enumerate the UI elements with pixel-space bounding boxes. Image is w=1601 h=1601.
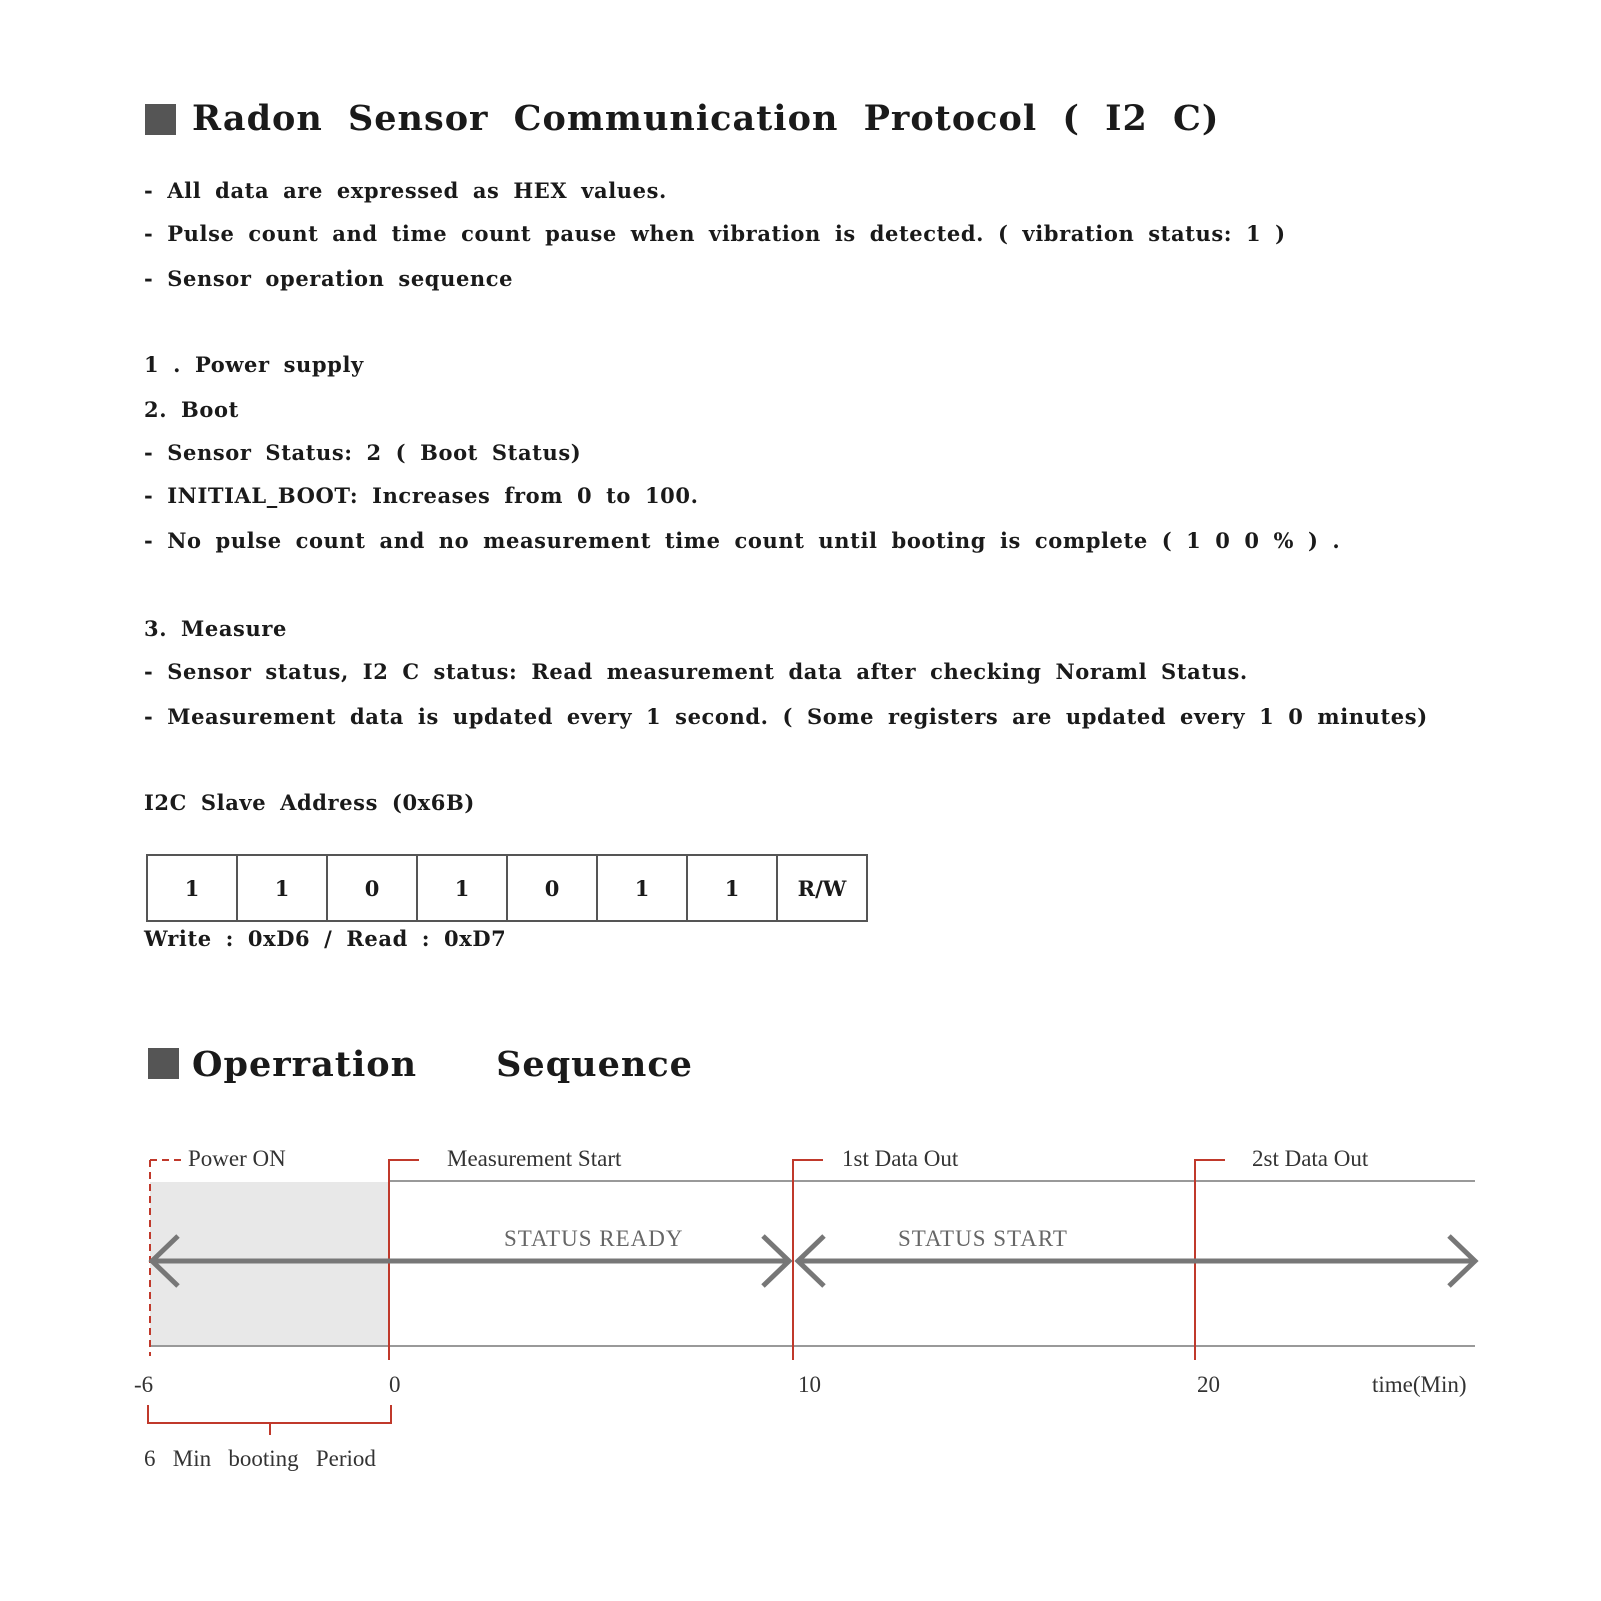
- tick-label: 20: [1197, 1372, 1220, 1397]
- sequence-title: Operration Sequence: [192, 1044, 693, 1085]
- slave-address-bit-table: [146, 854, 868, 922]
- step-measure: 3. Measure: [144, 616, 287, 641]
- status-ready-label: STATUS READY: [504, 1226, 684, 1251]
- address-bit-cell: 1: [688, 856, 778, 920]
- protocol-line: - Sensor operation sequence: [144, 266, 514, 291]
- rw-bit-cell: R/W: [797, 875, 847, 901]
- address-bit-cell: 1: [238, 856, 328, 920]
- address-bit-cell: 1: [598, 856, 688, 920]
- booting-shade: [150, 1182, 389, 1346]
- measurement-start-label: Measurement Start: [447, 1146, 622, 1171]
- section-bullet-square: [148, 1048, 179, 1079]
- protocol-line: - INITIAL_BOOT: Increases from 0 to 100.: [144, 483, 699, 508]
- boot-period-bracket: [148, 1405, 391, 1423]
- step-boot: 2. Boot: [144, 397, 239, 422]
- address-bit-cell: 1: [148, 856, 238, 920]
- read-write-note: Write : 0xD6 / Read : 0xD7: [144, 926, 507, 951]
- address-bit-cell: 0: [328, 856, 418, 920]
- status-start-label: STATUS START: [898, 1226, 1068, 1251]
- tick-label: 0: [389, 1372, 401, 1397]
- arrow-head-left: [152, 1236, 178, 1286]
- protocol-line: - Sensor status, I2 C status: Read measurement data after checking Noraml Status.: [144, 659, 1248, 684]
- step-power-supply: 1 . Power supply: [144, 352, 364, 377]
- arrow-head-right: [1449, 1236, 1475, 1286]
- first-data-out-label: 1st Data Out: [842, 1146, 959, 1171]
- boot-period-label: 6 Min booting Period: [144, 1446, 376, 1471]
- section-bullet-square: [145, 104, 176, 135]
- protocol-line: - All data are expressed as HEX values.: [144, 178, 667, 203]
- arrow-head-right: [763, 1236, 789, 1286]
- protocol-title: Radon Sensor Communication Protocol ( I2 C): [192, 98, 1220, 139]
- address-bit-cell: 1: [418, 856, 508, 920]
- slave-address-label: I2C Slave Address (0x6B): [144, 790, 475, 815]
- protocol-line: - Sensor Status: 2 ( Boot Status): [144, 440, 582, 465]
- arrow-head-left: [798, 1236, 824, 1286]
- power-on-label: Power ON: [188, 1146, 286, 1171]
- second-data-marker: [1195, 1160, 1225, 1360]
- first-data-marker: [793, 1160, 823, 1360]
- tick-label: -6: [134, 1372, 154, 1397]
- tick-label: 10: [798, 1372, 821, 1397]
- protocol-line: - Measurement data is updated every 1 second. ( Some registers are updated every 1 0 minutes): [144, 704, 1428, 729]
- axis-unit-label: time(Min): [1372, 1372, 1467, 1397]
- address-bit-cell: 0: [508, 856, 598, 920]
- protocol-line: - No pulse count and no measurement time count until booting is complete ( 1 0 0 % ) .: [144, 528, 1341, 553]
- measurement-start-marker: [389, 1160, 419, 1360]
- second-data-out-label: 2st Data Out: [1252, 1146, 1369, 1171]
- protocol-line: - Pulse count and time count pause when vibration is detected. ( vibration status: 1 ): [144, 221, 1286, 246]
